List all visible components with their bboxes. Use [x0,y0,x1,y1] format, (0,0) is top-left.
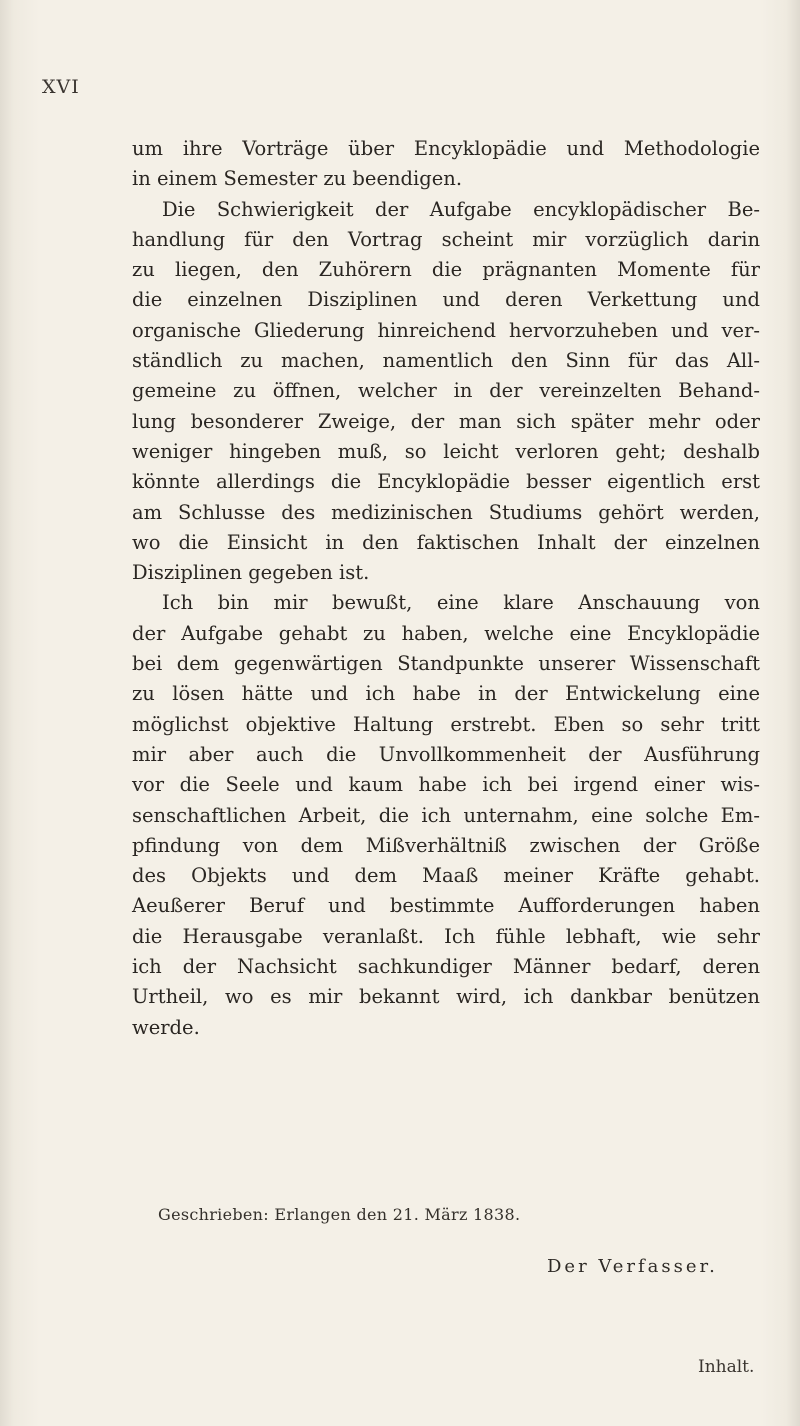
text-line: könnte allerdings die Encyklopädie besser eigentlich erst [132,470,760,494]
date-line: Geschrieben: Erlangen den 21. März 1838. [158,1205,521,1224]
text-line: lung besonderer Zweige, der man sich später mehr oder [132,409,760,433]
page-edge-right [786,0,800,1426]
text-line: um ihre Vorträge über Encyklopädie und Methodologie [132,137,760,160]
text-line: am Schlusse des medizinischen Studiums gehört werden, [132,500,760,524]
text-line: zu liegen, den Zuhörern die prägnanten Momente für [132,258,760,282]
text-line: mir aber auch die Unvollkommenheit der Ausführung [132,742,760,766]
text-line: handlung für den Vortrag scheint mir vorzüglich darin [132,227,760,251]
text-line: pfindung von dem Mißverhältniß zwischen der Größe [132,833,760,857]
text-line: organische Gliederung hinreichend hervorzuheben und ver- [132,318,760,342]
page-number: XVI [42,76,80,98]
text-line: Die Schwierigkeit der Aufgabe encyklopädischer Be- [162,197,760,221]
text-line: Disziplinen gegeben ist. [132,561,370,585]
text-line: der Aufgabe gehabt zu haben, welche eine Encyklopädie [132,621,760,645]
text-line: gemeine zu öffnen, welcher in der vereinzelten Behand- [132,379,760,403]
text-line: möglichst objektive Haltung erstrebt. Eben so sehr tritt [132,712,760,736]
page-edge-left [0,0,14,1426]
body-text [132,134,760,1043]
text-line: bei dem gegenwärtigen Standpunkte unserer Wissenschaft [132,652,760,676]
text-line: Ich bin mir bewußt, eine klare Anschauung von [162,591,760,615]
text-line: wo die Einsicht in den faktischen Inhalt der einzelnen [132,530,760,554]
text-line: ich der Nachsicht sachkundiger Männer bedarf, deren [132,955,760,979]
author-signature: Der Verfasser. [547,1256,718,1277]
text-line: des Objekts und dem Maaß meiner Kräfte gehabt. [132,864,760,888]
catchword: Inhalt. [698,1357,755,1377]
text-line: Urtheil, wo es mir bekannt wird, ich dankbar benützen [132,985,760,1009]
text-line: Aeußerer Beruf und bestimmte Aufforderungen haben [132,894,760,918]
text-line: in einem Semester zu beendigen. [132,167,463,191]
text-line: weniger hingeben muß, so leicht verloren geht; deshalb [132,439,760,463]
text-line: zu lösen hätte und ich habe in der Entwickelung eine [132,682,760,706]
text-line: ständlich zu machen, namentlich den Sinn für das All- [132,349,760,373]
text-line: werde. [132,1015,200,1039]
text-line: die Herausgabe veranlaßt. Ich fühle lebhaft, wie sehr [132,924,760,948]
text-line: senschaftlichen Arbeit, die ich unternahm, eine solche Em- [132,803,760,827]
text-line: die einzelnen Disziplinen und deren Verkettung und [132,288,760,312]
text-line: vor die Seele und kaum habe ich bei irgend einer wis- [132,773,760,797]
